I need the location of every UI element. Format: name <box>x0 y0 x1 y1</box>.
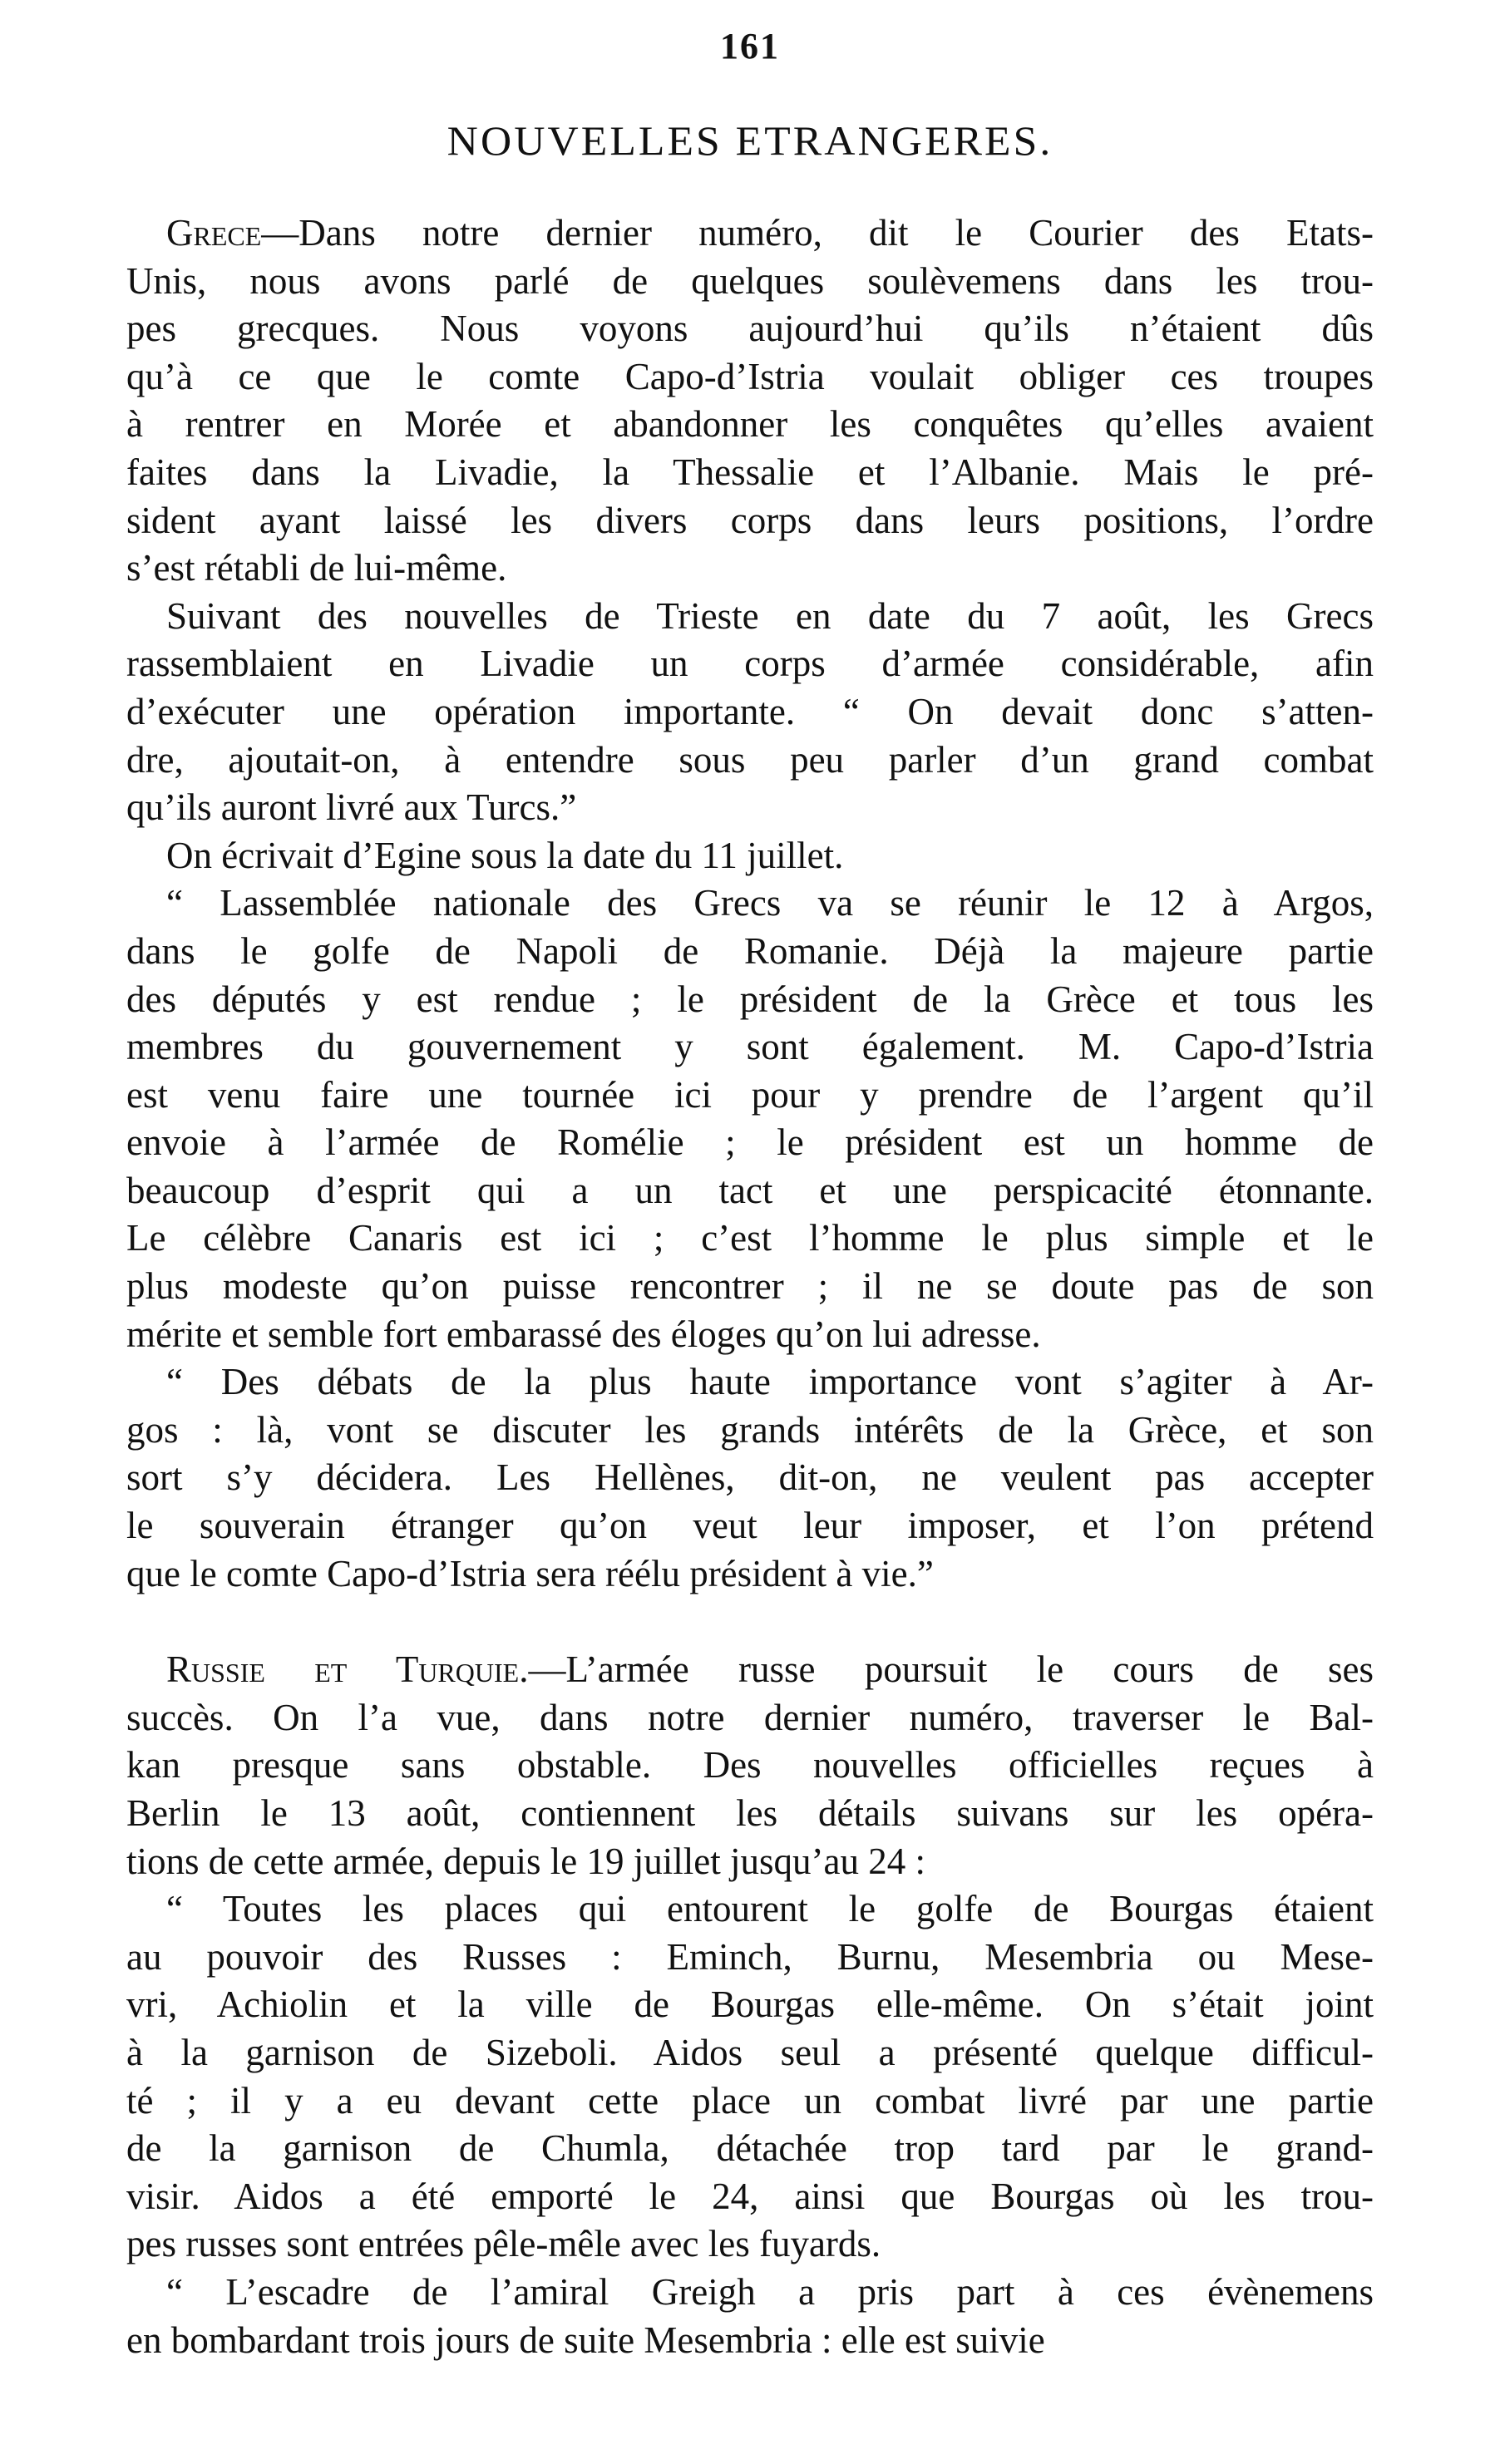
text-line: qu’à ce que le comte Capo-d’Istria voulait obliger ces troupes <box>126 355 1374 397</box>
text-line: Russie et Turquie.—L’armée russe poursuit le cours de ses <box>166 1648 1374 1691</box>
text-line: “ Toutes les places qui entourent le golfe de Bourgas étaient <box>166 1888 1374 1930</box>
text-line: envoie à l’armée de Romélie ; le président est un homme de <box>126 1121 1374 1164</box>
article-heading: Grece <box>166 212 262 254</box>
text-line: s’est rétabli de lui-même. <box>126 547 507 589</box>
article-gap <box>126 1598 1374 1646</box>
text-line: “ Lassemblée nationale des Grecs va se réunir le 12 à Argos, <box>166 882 1374 924</box>
text-line: tions de cette armée, depuis le 19 juillet jusqu’au 24 : <box>126 1840 925 1882</box>
text-line: té ; il y a eu devant cette place un combat livré par une partie <box>126 2079 1374 2122</box>
paragraph <box>126 209 1374 593</box>
text-line: membres du gouvernement y sont également. M. Capo-d’Istria <box>126 1026 1374 1068</box>
text-line: mérite et semble fort embarassé des éloges qu’on lui adresse. <box>126 1313 1041 1355</box>
text-line: qu’ils auront livré aux Turcs.” <box>126 786 577 829</box>
text-line: d’exécuter une opération importante. “ On devait donc s’atten- <box>126 690 1374 732</box>
text-line: dans le golfe de Napoli de Romanie. Déjà la majeure partie <box>126 929 1374 972</box>
section-title: NOUVELLES ETRANGERES. <box>447 117 1053 164</box>
paragraph <box>126 593 1374 832</box>
text-line: est venu faire une tournée ici pour y prendre de l’argent qu’il <box>126 1073 1374 1116</box>
paragraph <box>126 832 1374 880</box>
text-line: que le comte Capo-d’Istria sera réélu président à vie.” <box>126 1552 934 1594</box>
paragraph <box>126 880 1374 1358</box>
text-line: au pouvoir des Russes : Eminch, Burnu, Mesembria ou Mese- <box>126 1935 1374 1978</box>
text-line: beaucoup d’esprit qui a un tact et une perspicacité étonnante. <box>126 1169 1374 1211</box>
text-line: “ Des débats de la plus haute importance vont s’agiter à Ar- <box>166 1361 1374 1403</box>
text-line: rassemblaient en Livadie un corps d’armée considérable, afin <box>126 643 1374 685</box>
text-line: de la garnison de Chumla, détachée trop tard par le grand- <box>126 2127 1374 2170</box>
text-line: kan presque sans obstable. Des nouvelles officielles reçues à <box>126 1744 1374 1786</box>
text-line: sort s’y décidera. Les Hellènes, dit-on, ne veulent pas accepter <box>126 1456 1374 1499</box>
text-line: Le célèbre Canaris est ici ; c’est l’homme le plus simple et le <box>126 1217 1374 1259</box>
text-line: succès. On l’a vue, dans notre dernier numéro, traverser le Bal- <box>126 1696 1374 1738</box>
article <box>126 1646 1374 2364</box>
article-heading: Russie et Turquie. <box>166 1648 529 1691</box>
page-number: 161 <box>720 26 780 67</box>
text-line: des députés y est rendue ; le président de la Grèce et tous les <box>126 978 1374 1020</box>
text-line: pes russes sont entrées pêle-mêle avec les fuyards. <box>126 2223 881 2265</box>
paragraph <box>126 1646 1374 1885</box>
article <box>126 209 1374 1598</box>
text-line: en bombardant trois jours de suite Mesembria : elle est suivie <box>126 2319 1045 2361</box>
text-line: Grece—Dans notre dernier numéro, dit le Courier des Etats- <box>166 212 1374 254</box>
text-line: faites dans la Livadie, la Thessalie et l’Albanie. Mais le pré- <box>126 451 1374 493</box>
text-line: visir. Aidos a été emporté le 24, ainsi que Bourgas où les trou- <box>126 2175 1374 2217</box>
text-line: à la garnison de Sizeboli. Aidos seul a présenté quelque difficul- <box>126 2031 1374 2073</box>
text-line: On écrivait d’Egine sous la date du 11 juillet. <box>166 834 844 876</box>
article-body <box>126 209 1374 2364</box>
text-line: “ L’escadre de l’amiral Greigh a pris part à ces évènemens <box>166 2270 1374 2313</box>
text-line: pes grecques. Nous voyons aujourd’hui qu’ils n’étaient dûs <box>126 308 1374 350</box>
text-line: le souverain étranger qu’on veut leur imposer, et l’on prétend <box>126 1505 1374 1547</box>
text-line: dre, ajoutait-on, à entendre sous peu parler d’un grand combat <box>126 738 1374 781</box>
text-line: sident ayant laissé les divers corps dans leurs positions, l’ordre <box>126 499 1374 541</box>
text-line: vri, Achiolin et la ville de Bourgas elle-même. On s’était joint <box>126 1984 1374 2026</box>
text-line: Suivant des nouvelles de Trieste en date du 7 août, les Grecs <box>166 594 1374 637</box>
paragraph <box>126 2269 1374 2364</box>
text-line: à rentrer en Morée et abandonner les conquêtes qu’elles avaient <box>126 403 1374 446</box>
text-line: Unis, nous avons parlé de quelques soulèvemens dans les trou- <box>126 259 1374 302</box>
text-line: plus modeste qu’on puisse rencontrer ; il ne se doute pas de son <box>126 1265 1374 1308</box>
text-line: gos : là, vont se discuter les grands intérêts de la Grèce, et son <box>126 1408 1374 1451</box>
text-line: Berlin le 13 août, contiennent les détails suivans sur les opéra- <box>126 1792 1374 1834</box>
paragraph <box>126 1358 1374 1598</box>
paragraph <box>126 1885 1374 2269</box>
